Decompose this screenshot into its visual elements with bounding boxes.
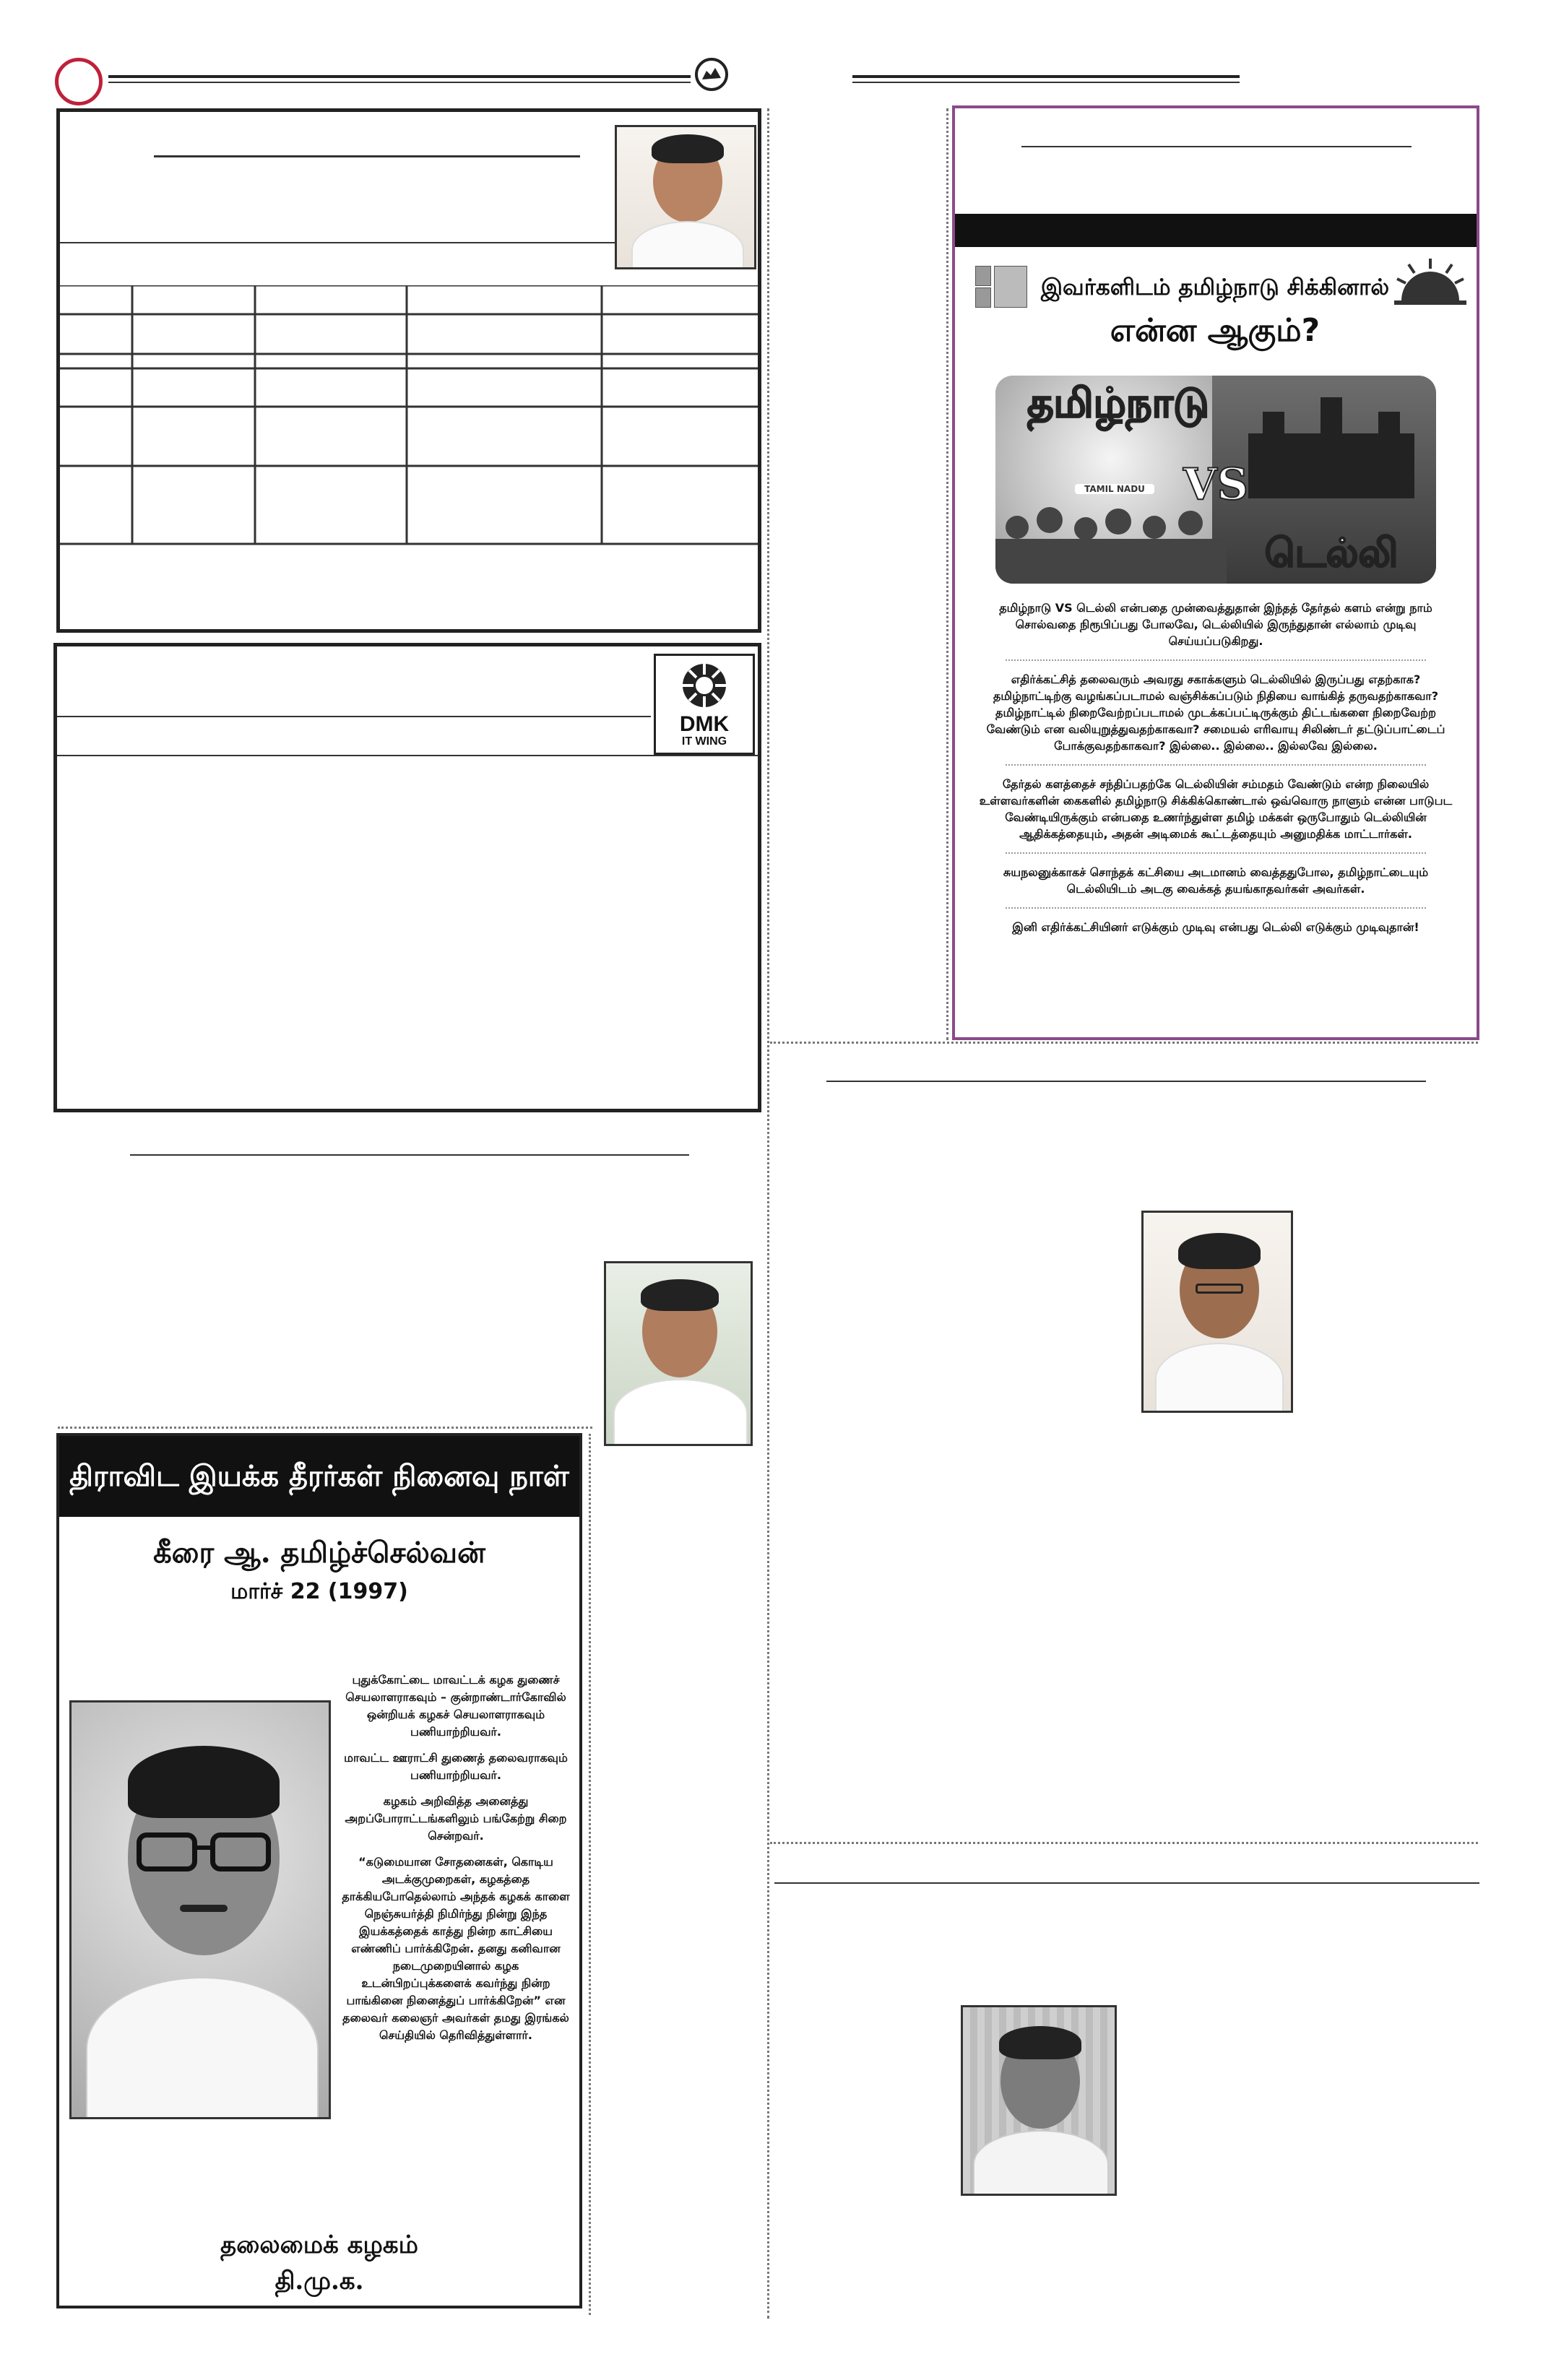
memorial-box [56,1433,582,2308]
poster-headline-1: இவர்களிடம் தமிழ்நாடு சிக்கினால் [1040,274,1390,300]
rising-sun-icon [1394,257,1466,308]
poster-paragraph-2: எதிர்க்கட்சித் தலைவரும் அவரது சகாக்களும் டெல்லியில் இருப்பது எதற்காக? தமிழ்நாட்டிற்கு வழங்கப்படாமல் வஞ்சிக்கப்படும் நிதியை வாங்கித் தருவதற்காகவா? தமிழ்நாட்டில் நிறைவேற்றப்படாமல் முடக்கப்பட்டிருக்கும் திட்டங்களை நிறைவேற்ற வேண்டும் என வலியுறுத்துவதற்காகவா? சமையல் எரிவாயு சிலிண்டர் தட்டுப்பாட்டைப் போக்குவதற்காகவா? இல்லை.. இல்லை.. இல்லவே இல்லை. [986,672,1445,753]
masthead-rule-right [852,75,1240,78]
table-box [56,108,761,633]
masthead-rule-right-thin [852,82,1240,83]
bio-paragraph-1: புதுக்கோட்டை மாவட்டக் கழக துணைச் செயலாளராகவும் – குன்றாண்டார்கோவில் ஒன்றியக் கழகச் செயலாளராகவும் பணியாற்றியவர். [345,1673,566,1739]
poster-paragraph-3: தேர்தல் களத்தைச் சந்திப்பதற்கே டெல்லியின் சம்மதம் வேண்டும் என்ற நிலையில் உள்ளவர்களின் கைகளில் தமிழ்நாடு சிக்கிக்கொண்டால் ஒவ்வொரு நாளும் என்ன பாடுபட வேண்டியிருக்கும் என்பதை உணர்ந்துள்ள தமிழ் மக்கள் ஒருபோதும் டெல்லியின் ஆதிக்கத்தையும், அதன் அடிமைக் கூட்டத்தையும் அனுமதிக்க மாட்டார்கள். [979,777,1453,841]
leader-thumbs [975,266,1033,309]
section-separator-2 [770,1842,1478,1844]
memorial-portrait [69,1700,331,2119]
poster-body [977,600,1455,935]
left-mid-title-rule [130,1154,689,1156]
party-symbol-icon [695,58,728,91]
person-photo-bw [961,2005,1117,2196]
bio-paragraph-2: மாவட்ட ஊராட்சி துணைத் தலைவராகவும் பணியாற்றியவர். [344,1751,568,1782]
eyeglasses-icon [137,1832,274,1873]
box-title-rule [154,155,580,157]
right-bottom-title-rule [774,1882,1479,1884]
section-separator-3 [58,1427,592,1429]
column-separator-memorial [589,1434,591,2315]
bio-paragraph-3: கழகம் அறிவித்த அனைத்து அறப்போராட்டங்களிலும் பங்கேற்று சிறை சென்றவர். [345,1794,567,1843]
masthead-rule [108,75,691,78]
memorial-footer-2: தி.மு.க. [275,2267,364,2295]
poster-paragraph-1: தமிழ்நாடு VS டெல்லி என்பதை முன்வைத்துதான் இந்தத் தேர்தல் களம் என்று நாம் சொல்வதை நிரூபிப்பது போலவே, டெல்லியில் இருந்துதான் எல்லாம் முடிவு செய்யப்படுகிறது. [999,601,1432,648]
masthead-rule-thin [108,82,691,83]
person-photo-left [604,1261,753,1446]
column-separator [767,108,769,2319]
dmk-logo-subtext: IT WING [681,735,727,748]
poster-paragraph-5: இனி எதிர்க்கட்சியினர் எடுக்கும் முடிவு என்பது டெல்லி எடுக்கும் முடிவுதான்! [1012,920,1419,934]
banner-vs: VS [1183,459,1248,510]
box-subtitle-rule [60,242,615,243]
column-separator-right [946,108,948,1040]
dmk-it-wing-logo [654,654,755,755]
banner-right-title: டெல்லி [1264,530,1399,576]
bio-paragraph-4: “கடுமையான சோதனைகள், கொடிய அடக்குமுறைகள், கழகத்தை தாக்கியபோதெல்லாம் அந்தக் கழகக் காளை நெஞ்சுயர்த்தி நிமிர்ந்து நின்று இந்த இயக்கத்தைக் காத்து நின்ற காட்சியை எண்ணிப் பார்க்கிறேன். தனது கனிவான நடைமுறையினால் கழக உடன்பிறப்புக்களைக் கவர்ந்து நின்ற பாங்கினை நினைத்துப் பார்க்கிறேன்” என தலைவர் கலைஞர் அவர்கள் தமது இரங்கல் செய்தியில் தெரிவித்துள்ளார். [342,1855,570,2042]
dmk-logo-text: DMK [679,712,730,736]
banner-left-title: தமிழ்நாடு [1027,380,1209,427]
dmk-box [53,643,761,1112]
red-circle-icon [55,58,103,105]
dmk-emblem-icon [679,660,730,711]
poster-headline-2: என்ன ஆகும்? [1110,312,1321,349]
poster-black-bar [955,214,1477,247]
memorial-name: கீரை ஆ. தமிழ்ச்செல்வன் [153,1536,485,1570]
map-label: TAMIL NADU [1075,484,1154,494]
memorial-header: திராவிட இயக்க தீரர்கள் நினைவு நாள் [59,1436,579,1517]
memorial-date: மார்ச் 22 (1997) [230,1579,408,1604]
memorial-footer-1: தலைமைக் கழகம் [220,2230,418,2259]
memorial-bio [338,1671,574,2044]
person-photo [615,125,756,269]
poster-paragraph-4: சுயநலனுக்காகச் சொந்தக் கட்சியை அடமானம் வைத்ததுபோல, தமிழ்நாட்டையும் டெல்லியிடம் அடகு வைக்கத் தயங்காதவர்கள் அவர்கள். [1003,865,1429,896]
fort-silhouette [1234,390,1429,498]
poster-frame [952,105,1479,1040]
data-table [60,285,758,553]
poster-title-rule [1021,146,1412,147]
dmk-box-rule-1 [57,716,651,717]
person-photo-right [1141,1211,1293,1413]
section-separator [770,1042,1478,1044]
vs-banner [995,376,1436,584]
right-mid-title-rule [826,1081,1426,1082]
dmk-box-rule-2 [57,755,758,756]
